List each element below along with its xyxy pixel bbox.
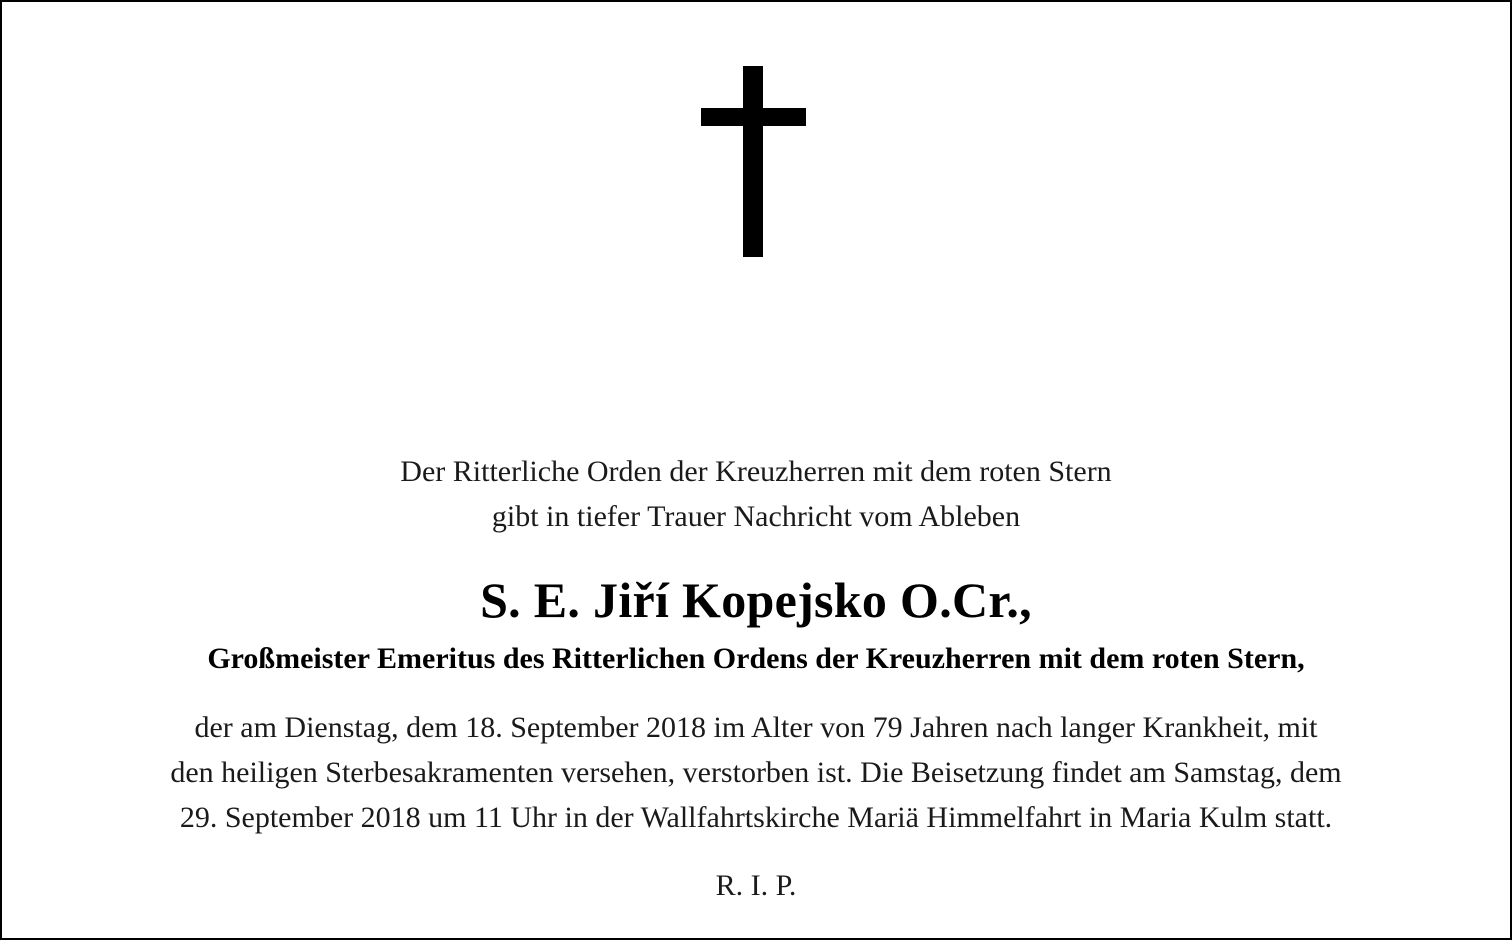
intro-line-1: Der Ritterliche Orden der Kreuzherren mit dem roten Stern (400, 455, 1112, 488)
body-line-2: den heiligen Sterbesakramenten versehen, verstorben ist. Die Beisetzung findet am Samstag, dem (170, 756, 1342, 789)
intro-line-2: gibt in tiefer Trauer Nachricht vom Ableben (491, 500, 1021, 533)
body-line-3: 29. September 2018 um 11 Uhr in der Wallfahrtskirche Mariä Himmelfahrt in Maria Kulm statt. (179, 801, 1333, 834)
closing-rip: R. I. P. (715, 869, 797, 902)
deceased-title: Großmeister Emeritus des Ritterlichen Ordens der Kreuzherren mit dem roten Stern, (207, 642, 1305, 675)
deceased-name: S. E. Jiří Kopejsko O.Cr., (480, 572, 1032, 628)
body-line-1: der am Dienstag, dem 18. September 2018 im Alter von 79 Jahren nach langer Krankheit, mit (194, 711, 1318, 744)
